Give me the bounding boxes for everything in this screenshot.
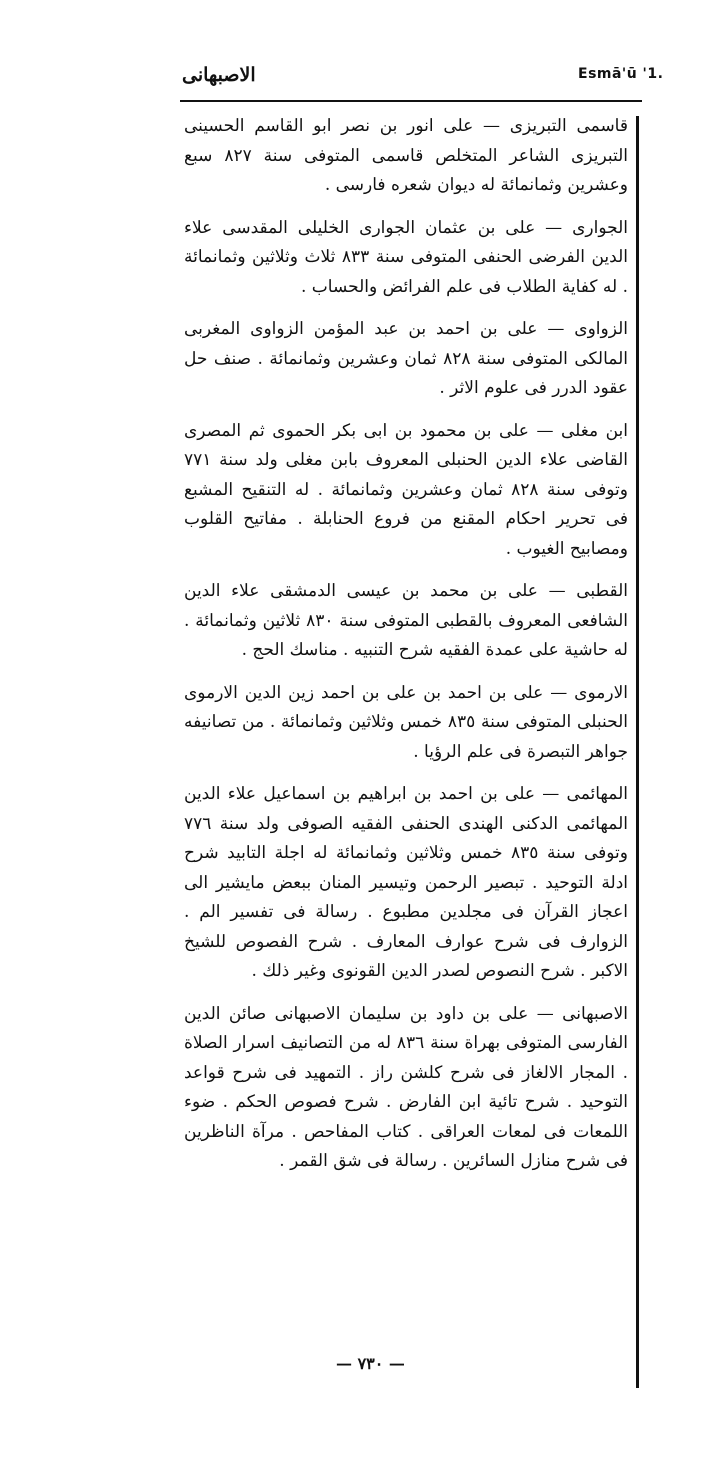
entry-zawawi: الزواوى — على بن احمد بن عبد المؤمن الزواوى المغربى المالكى المتوفى سنة ٨٢٨ ثمان وعشرين وثمانمائة . صنف حل عقود الدرر فى علوم الاثر .	[184, 319, 629, 398]
entry-armawi: الارموى — على بن احمد بن على بن احمد زين الدين الارموى الحنبلى المتوفى سنة ٨٣٥ خمس وثلاثين وثمانمائة . من تصانيفه جواهر التبصرة فى علم الرؤيا .	[184, 682, 628, 762]
entry-qasimi-tabrizi: قاسمى التبريزى — على انور بن نصر ابو القاسم الحسينى التبريزى الشاعر المتخلص قاسمى المتوفى سنة ٨٢٧ سبع وعشرين وثمانمائة له ديوان شعره فارسى .	[184, 116, 629, 195]
entry-ibn-mughli: ابن مغلى — على بن محمود بن ابى بكر الحموى ثم المصرى القاضى علاء الدين الحنبلى المعروف بابن مغلى ولد سنة ٧٧١ وتوفى سنة ٨٢٨ ثمان وعشرين وثمانمائة . له التنقيح المشبع فى تحرير احكام المقنع من فروع الحنابلة . مفاتيح القلوب ومصابيح الغيوب .	[184, 420, 628, 559]
header-rule	[180, 100, 642, 102]
entry-mahaimi: المهائمى — على بن احمد بن ابراهيم بن اسماعيل علاء الدين المهائمى الدكنى الهندى الحنفى الفقيه الصوفى ولد سنة ٧٧٦ وتوفى سنة ٨٣٥ خمس وثلاثين وثمانمائة له اجلة التابيد شرح ادلة التوحيد . تبصير الرحمن وتيسير المنان ببعض مايشير الى اعجاز القرآن فى مجلدين مطبوع . رسالة فى تفسير الم . الزوارف فى شرح عوارف المعارف . شرح الفصوص للشيخ الاكبر . شرح النصوص لصدر الدين القونوى وغير ذلك .	[184, 784, 628, 981]
entry-isbahani: الاصبهانى — على بن داود بن سليمان الاصبهانى صائن الدين الفارسى المتوفى بهراة سنة ٨٣٦ له من التصانيف اسرار الصلاة . المجار الالغاز فى شرح كلشن راز . التمهيد فى شرح قواعد التوحيد . شرح تائية ابن الفارض . شرح فصوص الحكم . ضوء اللمعات فى لمعات العراقى . كتاب المفاحص . مرآة الناظرين فى شرح منازل السائرين . رسالة فى شق القمر .	[184, 1003, 628, 1171]
entry-qutbi: القطبى — على بن محمد بن عيسى الدمشقى علاء الدين الشافعى المعروف بالقطبى المتوفى سنة ٨٣٠ ثلاثين وثمانمائة . له حاشية على عمدة الفقيه شرح التنبيه . مناسك الحج .	[184, 581, 628, 660]
text-column	[184, 112, 628, 1190]
column-rule	[636, 116, 639, 1388]
running-head-arabic: الاصبهانى	[182, 64, 256, 86]
page-number: — ٧٣٠ —	[336, 1354, 405, 1373]
running-head-latin: Esmā'ū '1.	[578, 66, 664, 82]
entry-jawari: الجوارى — على بن عثمان الجوارى الخليلى المقدسى علاء الدين الفرضى الحنفى المتوفى سنة ٨٣٣ ثلاث وثلاثين وثمانمائة . له كفاية الطلاب فى علم الفرائض والحساب .	[184, 217, 628, 297]
